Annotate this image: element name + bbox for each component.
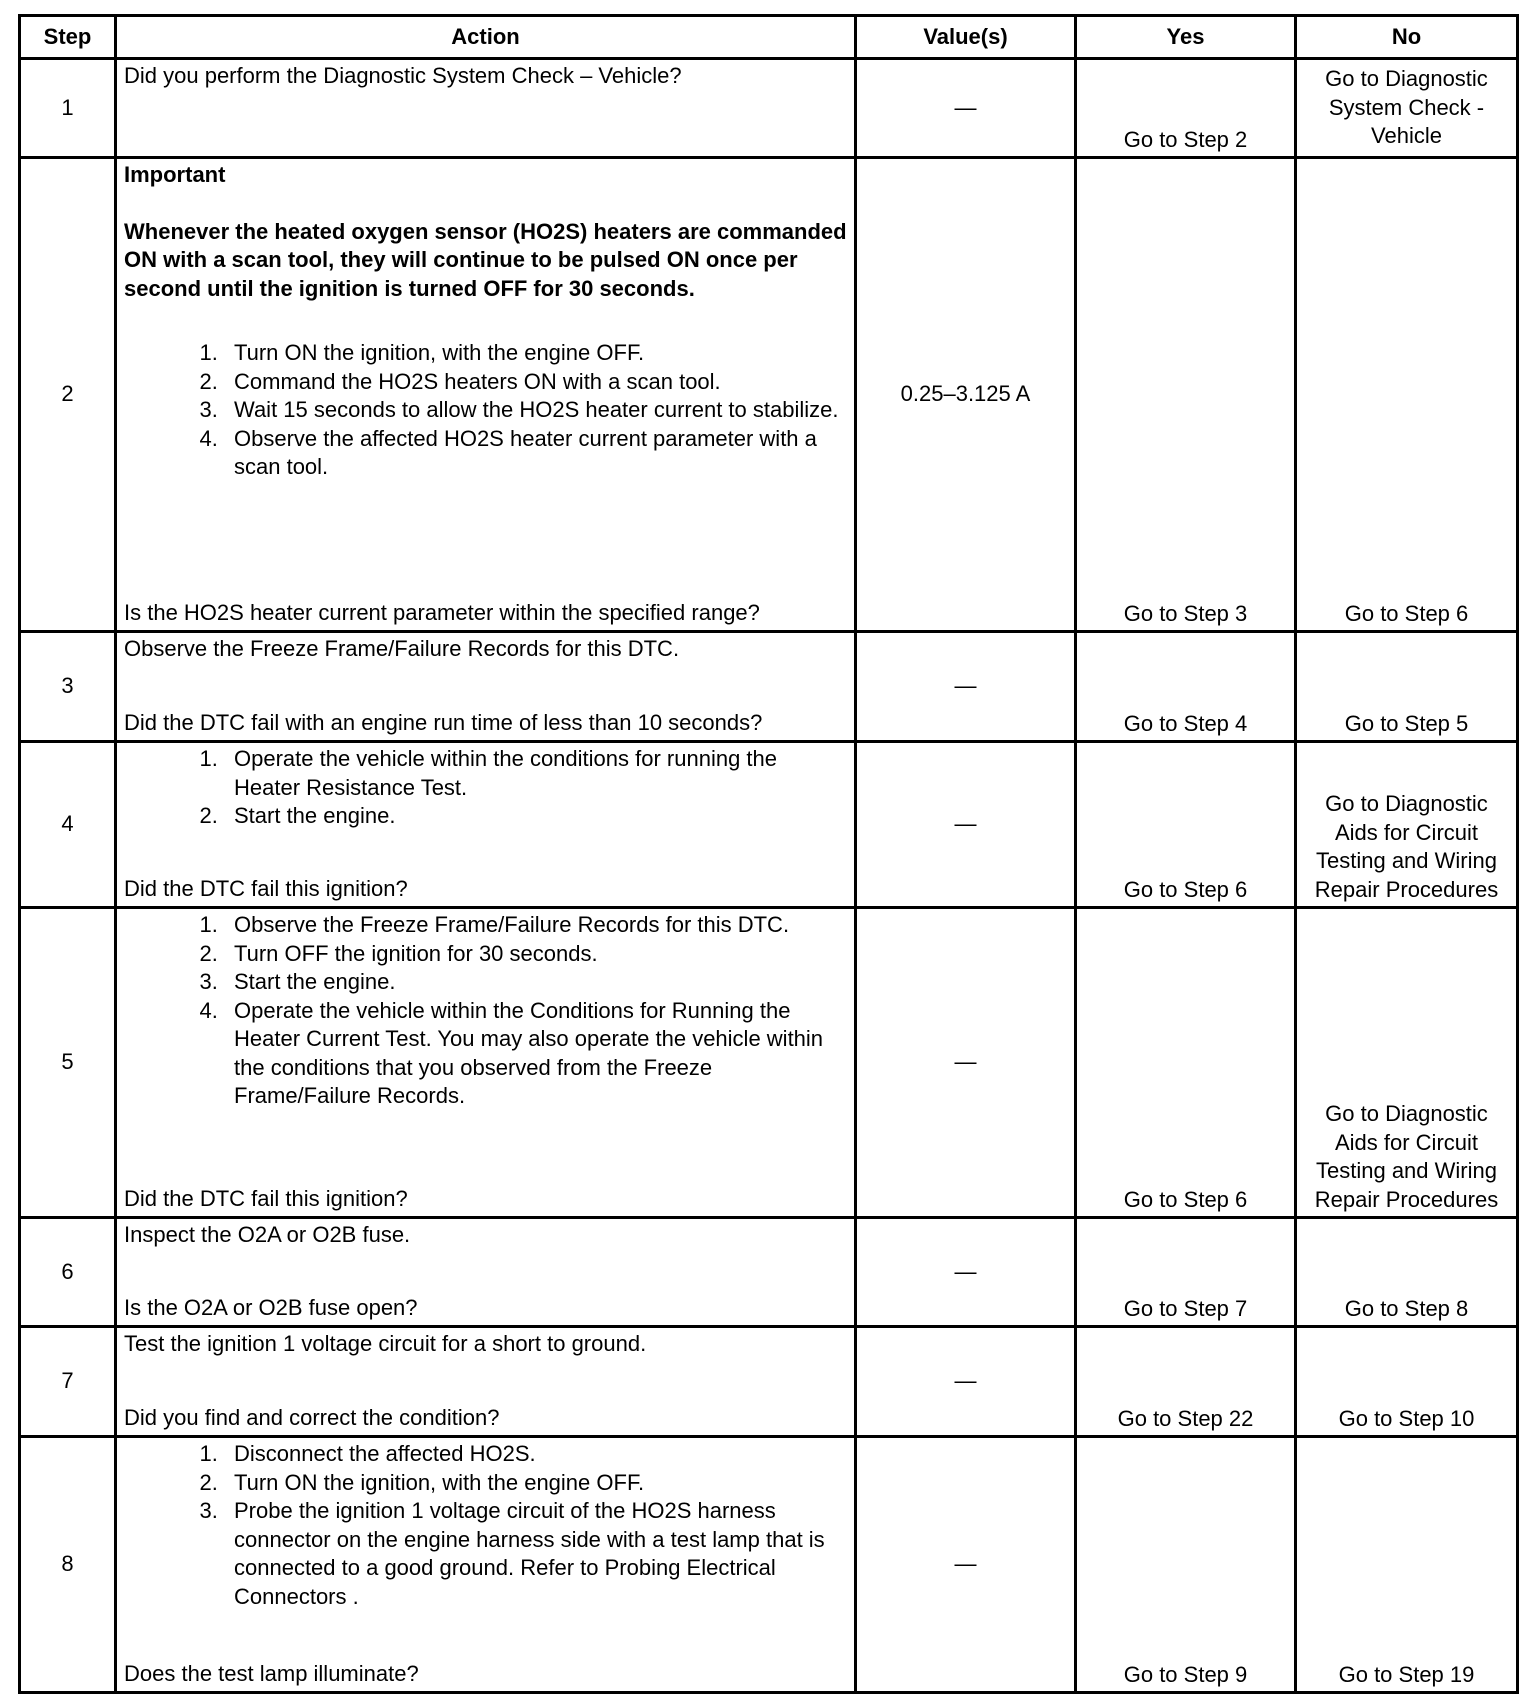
step-number: 1 (20, 59, 116, 158)
yes-link[interactable]: Go to Step 7 (1076, 1218, 1296, 1327)
important-note: Whenever the heated oxygen sensor (HO2S) heaters are commanded ON with a scan tool, they will continue to be pulsed ON once per second until the ignition is turned OFF for 30 seconds. (124, 218, 847, 301)
list-item: 2. Turn ON the ignition, with the engine OFF. (224, 1469, 847, 1498)
value-cell: — (856, 1437, 1076, 1693)
action-text: Did you perform the Diagnostic System Check – Vehicle? (124, 63, 682, 88)
action-cell (116, 158, 856, 632)
no-link[interactable]: Go to Diagnostic System Check - Vehicle (1296, 59, 1518, 158)
value-cell: — (856, 59, 1076, 158)
value-cell: 0.25–3.125 A (856, 158, 1076, 632)
step-number: 2 (20, 158, 116, 632)
procedure-list (124, 339, 847, 482)
question-text: Did you find and correct the condition? (124, 1404, 500, 1430)
value-cell: — (856, 742, 1076, 908)
header-step: Step (20, 16, 116, 59)
action-text: Observe the Freeze Frame/Failure Records for this DTC. (124, 636, 680, 661)
table-row (20, 59, 1518, 158)
list-item: 2. Start the engine. (224, 802, 847, 831)
table-row (20, 1437, 1518, 1693)
yes-link[interactable]: Go to Step 9 (1076, 1437, 1296, 1693)
action-cell (116, 742, 856, 908)
no-link[interactable]: Go to Step 19 (1296, 1437, 1518, 1693)
list-item: 1. Turn ON the ignition, with the engine OFF. (224, 339, 847, 368)
no-link[interactable]: Go to Step 10 (1296, 1327, 1518, 1437)
step-number: 3 (20, 632, 116, 742)
diagnostic-table (18, 14, 1519, 1694)
action-text: Test the ignition 1 voltage circuit for a short to ground. (124, 1331, 647, 1356)
action-cell (116, 1218, 856, 1327)
question-text: Did the DTC fail this ignition? (124, 875, 408, 901)
action-cell (116, 1437, 856, 1693)
step-number: 6 (20, 1218, 116, 1327)
header-yes: Yes (1076, 16, 1296, 59)
value-cell: — (856, 908, 1076, 1218)
yes-link[interactable]: Go to Step 6 (1076, 742, 1296, 908)
action-cell (116, 59, 856, 158)
procedure-list (124, 1440, 847, 1611)
value-cell: — (856, 1327, 1076, 1437)
important-title: Important (124, 162, 226, 187)
question-text: Is the HO2S heater current parameter within the specified range? (124, 599, 760, 625)
procedure-list (124, 745, 847, 831)
yes-link[interactable]: Go to Step 4 (1076, 632, 1296, 742)
list-item: 1. Operate the vehicle within the conditions for running the Heater Resistance Test. (224, 745, 847, 802)
step-number: 8 (20, 1437, 116, 1693)
no-link[interactable]: Go to Step 8 (1296, 1218, 1518, 1327)
question-text: Is the O2A or O2B fuse open? (124, 1294, 418, 1320)
procedure-list (124, 911, 847, 1111)
value-cell: — (856, 632, 1076, 742)
list-item: 1. Disconnect the affected HO2S. (224, 1440, 847, 1469)
list-item: 4. Observe the affected HO2S heater current parameter with a scan tool. (224, 425, 847, 482)
table-row (20, 1327, 1518, 1437)
yes-link[interactable]: Go to Step 6 (1076, 908, 1296, 1218)
list-item: 1. Observe the Freeze Frame/Failure Records for this DTC. (224, 911, 847, 940)
no-link[interactable]: Go to Diagnostic Aids for Circuit Testing and Wiring Repair Procedures (1296, 742, 1518, 908)
action-cell (116, 632, 856, 742)
action-text: Inspect the O2A or O2B fuse. (124, 1222, 411, 1247)
question-text: Did the DTC fail this ignition? (124, 1185, 408, 1211)
table-row (20, 908, 1518, 1218)
list-item: 3. Wait 15 seconds to allow the HO2S heater current to stabilize. (224, 396, 847, 425)
table-row (20, 742, 1518, 908)
question-text: Did the DTC fail with an engine run time of less than 10 seconds? (124, 709, 763, 735)
list-item: 3. Start the engine. (224, 968, 847, 997)
question-text: Does the test lamp illuminate? (124, 1660, 419, 1686)
step-number: 7 (20, 1327, 116, 1437)
step-number: 4 (20, 742, 116, 908)
yes-link[interactable]: Go to Step 22 (1076, 1327, 1296, 1437)
list-item: 2. Turn OFF the ignition for 30 seconds. (224, 940, 847, 969)
step-number: 5 (20, 908, 116, 1218)
no-link[interactable]: Go to Step 5 (1296, 632, 1518, 742)
action-cell (116, 908, 856, 1218)
no-link[interactable]: Go to Step 6 (1296, 158, 1518, 632)
value-cell: — (856, 1218, 1076, 1327)
table-row (20, 1218, 1518, 1327)
yes-link[interactable]: Go to Step 2 (1076, 59, 1296, 158)
header-action: Action (116, 16, 856, 59)
yes-link[interactable]: Go to Step 3 (1076, 158, 1296, 632)
table-row (20, 158, 1518, 632)
list-item: 2. Command the HO2S heaters ON with a scan tool. (224, 368, 847, 397)
table-row (20, 632, 1518, 742)
header-no: No (1296, 16, 1518, 59)
header-row (20, 16, 1518, 59)
list-item: 3. Probe the ignition 1 voltage circuit of the HO2S harness connector on the engine harness side with a test lamp that is connected to a good ground. Refer to Probing Electrical Connectors . (224, 1497, 847, 1611)
no-link[interactable]: Go to Diagnostic Aids for Circuit Testing and Wiring Repair Procedures (1296, 908, 1518, 1218)
header-values: Value(s) (856, 16, 1076, 59)
action-cell (116, 1327, 856, 1437)
list-item: 4. Operate the vehicle within the Conditions for Running the Heater Current Test. You may also operate the vehicle within the conditions that you observed from the Freeze Frame/Failure Records. (224, 997, 847, 1111)
